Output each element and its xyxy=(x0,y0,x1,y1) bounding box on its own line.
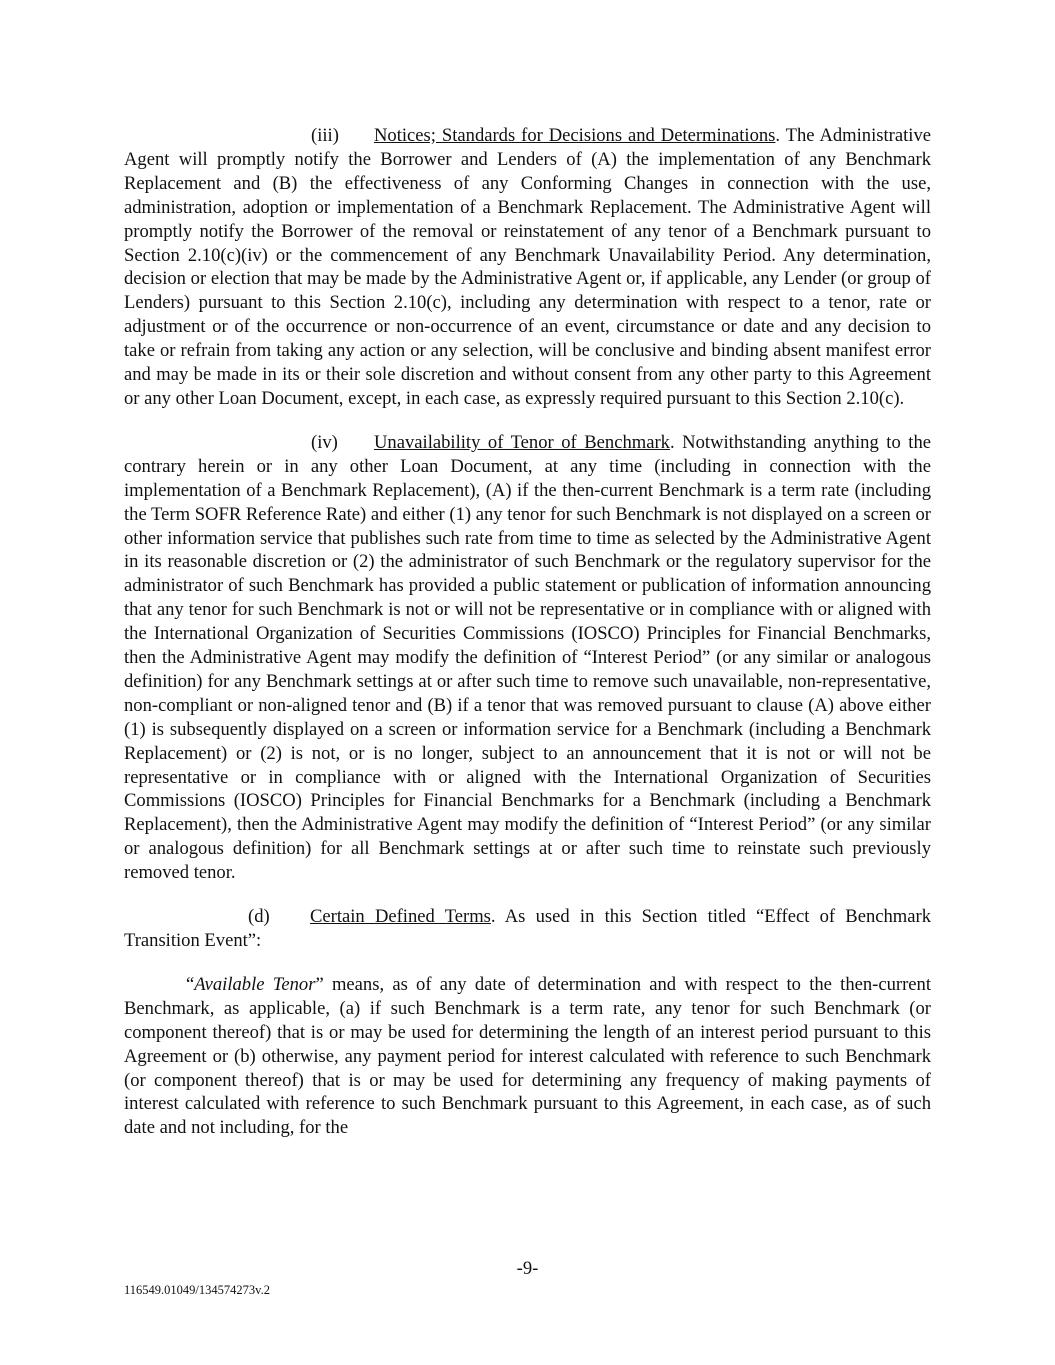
section-iii-heading: Notices; Standards for Decisions and Determinations xyxy=(374,125,776,146)
section-iv-paragraph xyxy=(124,431,931,885)
definition-body: ” means, as of any date of determination and with respect to the then-current Benchmark, as applicable, (a) if such Benchmark is a term rate, any tenor for such Benchmark (or component thereof) that is or may be used for determining the length of an interest period pursuant to this Agreement or (b) otherwise, any payment period for interest calculated with reference to such Benchmark (or component thereof) that is or may be used for determining any frequency of making payments of interest calculated with reference to such Benchmark pursuant to this Agreement, in each case, as of such date and not including, for the xyxy=(124,973,932,1139)
section-iii-paragraph xyxy=(124,124,931,411)
definition-term: Available Tenor xyxy=(194,973,316,995)
section-d-paragraph xyxy=(124,905,931,953)
section-d-heading: Certain Defined Terms xyxy=(310,906,491,928)
page-number: -9- xyxy=(516,1258,539,1279)
definition-open-quote: “ xyxy=(186,973,195,995)
document-reference: 116549.01049/134574273v.2 xyxy=(124,1283,270,1297)
section-iv-label: (iv) xyxy=(311,431,338,453)
section-iii-body: . The Administrative Agent will promptly notify the Borrower and Lenders of (A) the implementation of any Benchmark Replacement and (B) the effectiveness of any Conforming Changes in connection with the use, administration, adoption or implementation of a Benchmark Replacement. The Administrative Agent will promptly notify the Borrower of the removal or reinstatement of any tenor of a Benchmark pursuant to Section 2.10(c)(iv) or the commencement of any Benchmark Unavailability Period. Any determination, decision or election that may be made by the Administrative Agent or, if applicable, any Lender (or group of Lenders) pursuant to this Section 2.10(c), including any determination with respect to a tenor, rate or adjustment or of the occurrence or non-occurrence of an event, circumstance or date and any decision to take or refrain from taking any action or any selection, will be conclusive and binding absent manifest error and may be made in its or their sole discretion and without consent from any other party to this Agreement or any other Loan Document, except, in each case, as expressly required pursuant to this Section 2.10(c). xyxy=(124,125,931,409)
section-iv-heading: Unavailability of Tenor of Benchmark xyxy=(374,431,670,453)
section-iv-body: . Notwithstanding anything to the contrary herein or in any other Loan Document, at any time (including in connection with the implementation of a Benchmark Replacement), (A) if the then-current Benchmark is a term rate (including the Term SOFR Reference Rate) and either (1) any tenor for such Benchmark is not displayed on a screen or other information service that publishes such rate from time to time as selected by the Administrative Agent in its reasonable discretion or (2) the administrator of such Benchmark or the regulatory supervisor for the administrator of such Benchmark has provided a public statement or publication of information announcing that any tenor for such Benchmark is not or will not be representative or in compliance with or aligned with the International Organization of Securities Commissions (IOSCO) Principles for Financial Benchmarks, then the Administrative Agent may modify the definition of “Interest Period” (or any similar or analogous definition) for any Benchmark settings at or after such time to remove such unavailable, non-representative, non-compliant or non-aligned tenor and (B) if a tenor that was removed pursuant to clause (A) above either (1) is subsequently displayed on a screen or information service for a Benchmark (including a Benchmark Replacement) or (2) is not, or is no longer, subject to an announcement that it is not or will not be representative or in compliance with or aligned with the International Organization of Securities Commissions (IOSCO) Principles for Financial Benchmarks for a Benchmark (including a Benchmark Replacement), then the Administrative Agent may modify the definition of “Interest Period” (or any similar or analogous definition) for all Benchmark settings at or after such time to reinstate such previously removed tenor. xyxy=(124,431,931,884)
section-d-label: (d) xyxy=(248,906,270,928)
document-page xyxy=(124,124,931,1160)
section-iii-label: (iii) xyxy=(311,125,339,146)
section-d-body: . As used in this Section titled “Effect of Benchmark Transition Event”: xyxy=(124,906,931,951)
definition-available-tenor xyxy=(124,973,931,1140)
